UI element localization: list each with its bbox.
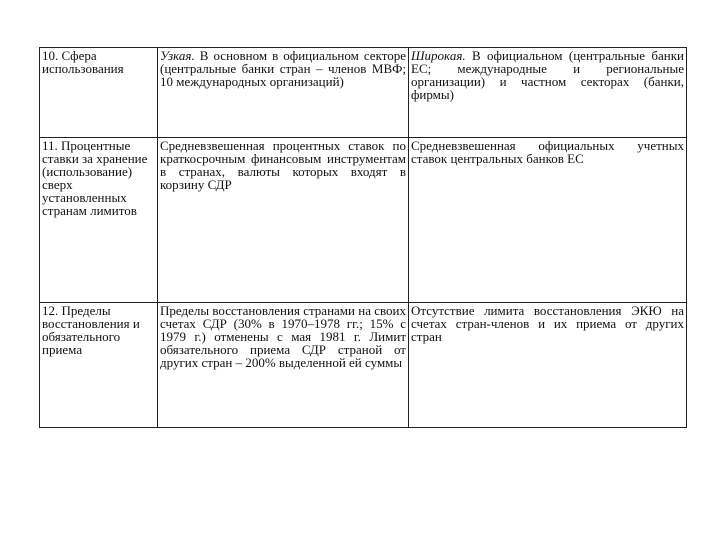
sdr-text: В основном в официальном секторе (центральные банки стран – членов МВФ; 10 международных организаций) [160,48,406,89]
sdr-lead: Узкая. [160,48,195,63]
ecu-cell: Средневзвешенная официальных учетных ставок центральных банков ЕС [409,138,687,303]
criterion-cell: 11. Процентные ставки за хранение (использование) сверх установленных странам лимитов [40,138,158,303]
ecu-text: В официальном (центральные банки ЕС; международные и региональные организации) и частном секторах (банки, фирмы) [411,48,684,102]
criterion-cell: 10. Сфера использования [40,48,158,138]
sdr-cell [158,48,409,138]
table-row [40,303,687,428]
criterion-cell: 12. Пределы восстановления и обязательного приема [40,303,158,428]
sdr-cell: Средневзвешенная процентных ставок по краткосрочным финансовым инструментам в странах, валюты которых входят в корзину СДР [158,138,409,303]
comparison-table [39,47,687,428]
ecu-cell: Отсутствие лимита восстановления ЭКЮ на счетах стран-членов и их приема от других стран [409,303,687,428]
ecu-lead: Широкая. [411,48,466,63]
sdr-cell: Пределы восстановления странами на своих счетах СДР (30% в 1970–1978 гг.; 15% с 1979 г.) отменены с мая 1981 г. Лимит обязательного приема СДР страной от других стран – 200% выделенной ей суммы [158,303,409,428]
table-row [40,138,687,303]
table-row [40,48,687,138]
ecu-cell [409,48,687,138]
